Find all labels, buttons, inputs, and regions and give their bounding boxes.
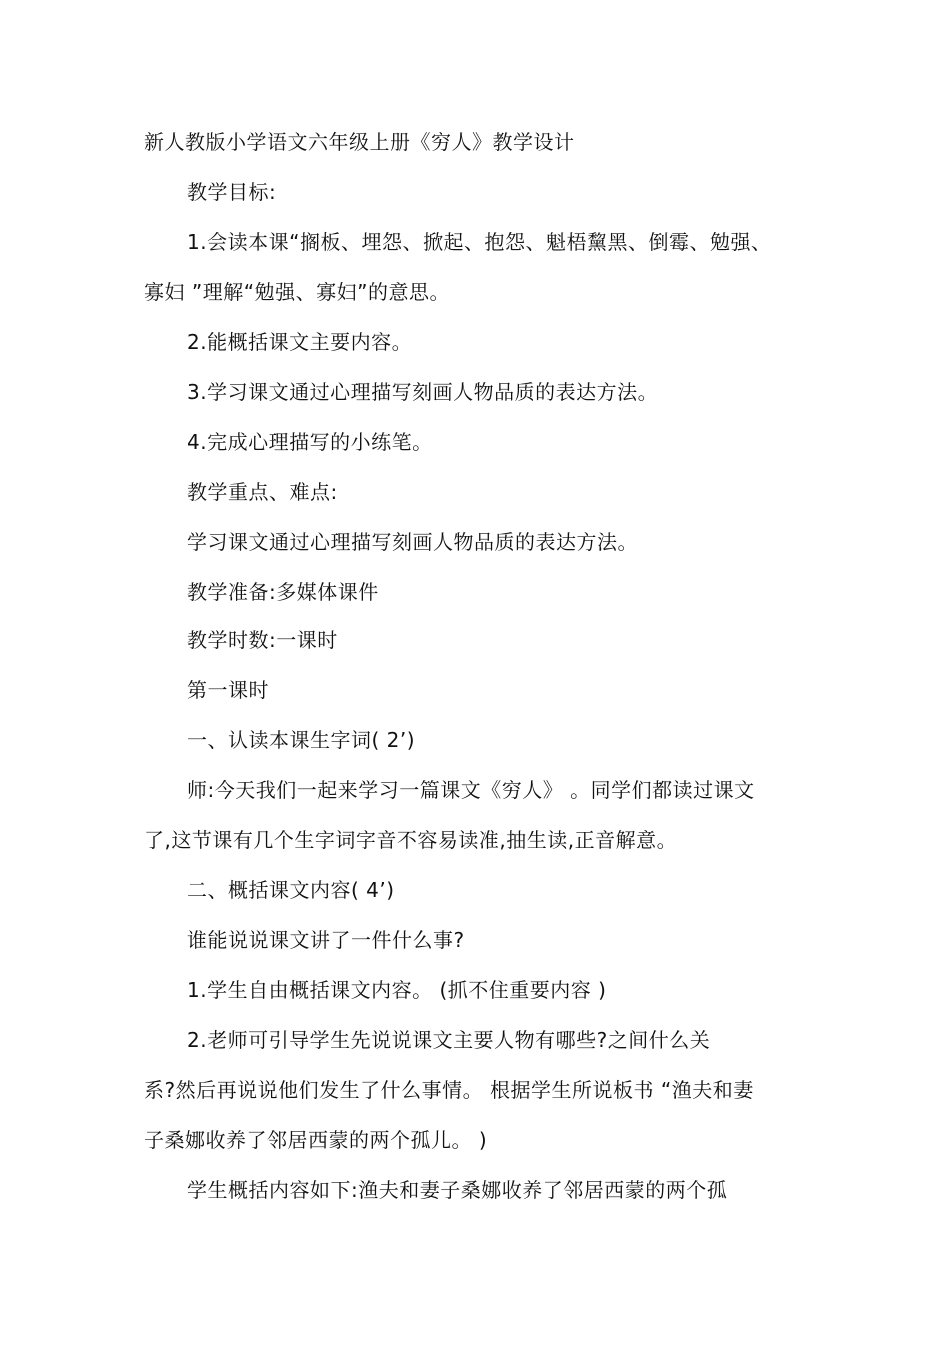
text-line: 谁能说说课文讲了一件什么事?: [187, 928, 465, 952]
section-heading: 一、认读本课生字词( 2’): [187, 728, 416, 752]
text-line: 教学准备:多媒体课件: [187, 580, 379, 604]
text-line: 2.能概括课文主要内容。: [187, 330, 413, 354]
text-line: 1.会读本课“搁板、埋怨、掀起、抱怨、魁梧黧黑、倒霉、勉强、: [187, 230, 772, 254]
section-heading: 二、概括课文内容( 4’): [187, 878, 395, 902]
text-line: 师:今天我们一起来学习一篇课文《穷人》 。同学们都读过课文: [187, 778, 755, 802]
text-line: 学习课文通过心理描写刻画人物品质的表达方法。: [187, 530, 638, 554]
text-line: 寡妇 ”理解“勉强、寡妇”的意思。: [144, 280, 450, 304]
text-line: 学生概括内容如下:渔夫和妻子桑娜收养了邻居西蒙的两个孤: [187, 1178, 728, 1202]
text-line: 了,这节课有几个生字词字音不容易读准,抽生读,正音解意。: [144, 828, 678, 852]
section-heading: 第一课时: [187, 678, 269, 702]
text-line: 系?然后再说说他们发生了什么事情。 根据学生所说板书 “渔夫和妻: [144, 1078, 754, 1102]
text-line: 2.老师可引导学生先说说课文主要人物有哪些?之间什么关: [187, 1028, 711, 1052]
text-line: 1.学生自由概括课文内容。 (抓不住重要内容 ): [187, 978, 607, 1002]
section-heading: 教学重点、难点:: [187, 480, 338, 504]
document-title: 新人教版小学语文六年级上册《穷人》教学设计: [144, 130, 575, 154]
text-line: 教学时数:一课时: [187, 628, 338, 652]
text-line: 4.完成心理描写的小练笔。: [187, 430, 433, 454]
text-line: 子桑娜收养了邻居西蒙的两个孤儿。 ): [144, 1128, 488, 1152]
text-line: 3.学习课文通过心理描写刻画人物品质的表达方法。: [187, 380, 659, 404]
text-line: 教学目标:: [187, 180, 277, 204]
